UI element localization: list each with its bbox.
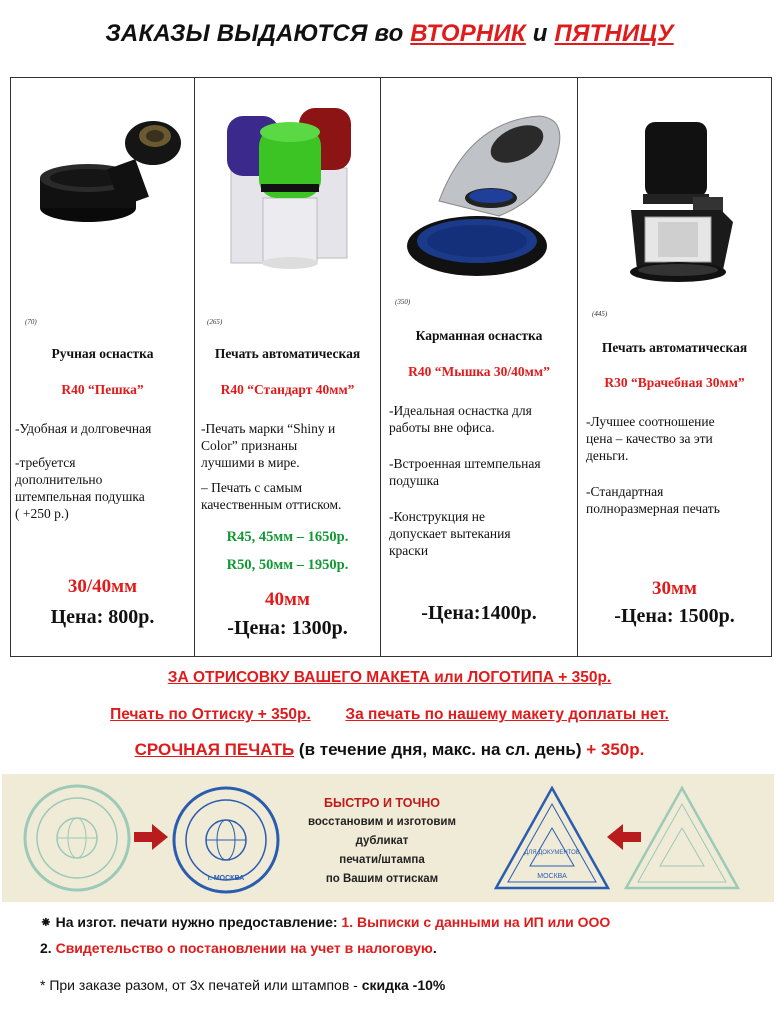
product-description: -Лучшее соотношение цена – качество за эти деньги. -Стандартная полноразмерная печать [586, 414, 720, 516]
promo-urgent-terms: (в течение дня, макс. на сл. день) [294, 740, 587, 759]
stamp-city: г. МОСКВА [207, 875, 245, 882]
product-model: R40 “Мышка 30/40мм” [408, 364, 550, 379]
product-code: (445) [592, 310, 608, 318]
product-description: -Удобная и долговечная -требуется дополнительно штемпельная подушка ( +250 р.) [15, 421, 152, 521]
triangle-city: МОСКВА [537, 873, 567, 880]
product-title: Печать автоматическая [214, 346, 361, 361]
automatic-stamps-image [219, 98, 359, 273]
product-title: Печать автоматическая [601, 340, 748, 355]
product-table [10, 77, 772, 657]
promo-urgent-price: + 350р. [586, 740, 645, 759]
restored-stamp-image [170, 784, 282, 896]
product-title: Ручная оснастка [51, 346, 154, 361]
product-model: R40 “Стандарт 40мм” [220, 382, 355, 397]
star-icon: ⁕ [40, 914, 52, 930]
promo-urgent-label: СРОЧНАЯ ПЕЧАТЬ [134, 740, 295, 759]
promo-logo-drawing: ЗА ОТРИСОВКУ ВАШЕГО МАКЕТА или ЛОГОТИПА + 350р. [167, 669, 612, 686]
discount-note [40, 977, 445, 993]
faded-stamp-image [20, 782, 135, 894]
restored-triangle-stamp-image [492, 784, 612, 894]
product-code: (350) [395, 298, 411, 306]
header-day-friday: ПЯТНИЦУ [554, 20, 674, 47]
product-option-r45: R45, 45мм – 1650р. [226, 529, 349, 545]
product-card-pawn[interactable] [11, 78, 195, 656]
pocket-stamp-image [399, 106, 564, 281]
discount-label: * При заказе разом, от 3х печатей или штампов - [40, 977, 362, 993]
medical-stamp-image [623, 122, 753, 287]
product-price: Цена: 800р. [50, 606, 155, 628]
product-size: 30/40мм [67, 576, 138, 597]
promo-by-our-layout: За печать по нашему макету доплаты нет. [345, 706, 669, 723]
product-price: -Цена:1400р. [421, 602, 537, 624]
product-code: (265) [207, 318, 223, 326]
product-title: Карманная оснастка [415, 328, 543, 343]
product-card-medical[interactable] [578, 78, 771, 656]
banner-text: БЫСТРО И ТОЧНО восстановим и изготовим дубликат печати/штампа по Вашим оттискам [287, 794, 477, 889]
hand-stamp-image [33, 108, 183, 238]
banner-title: БЫСТРО И ТОЧНО [324, 796, 440, 810]
product-size: 40мм [265, 589, 310, 610]
product-model: R40 “Пешка” [61, 382, 144, 397]
header-day-tuesday: ВТОРНИК [410, 20, 526, 47]
product-model: R30 “Врачебная 30мм” [604, 375, 745, 390]
requirement-1: 1. Выписки с данными на ИП или ООО [341, 914, 611, 930]
product-size: 30мм [652, 578, 697, 599]
product-price: -Цена: 1300р. [227, 617, 348, 639]
page-header [0, 20, 779, 48]
faded-triangle-stamp-image [622, 784, 742, 894]
promo-pricing [0, 706, 779, 724]
requirements-note-2: 2. Свидетельство о постановлении на учет в налоговую. [40, 940, 437, 956]
restoration-banner [2, 774, 774, 902]
product-price: -Цена: 1500р. [614, 605, 735, 627]
product-description: -Идеальная оснастка для работы вне офиса. -Встроенная штемпельная подушка -Конструкция не допускает вытекания краски [389, 403, 541, 558]
requirement-2: Свидетельство о постановлении на учет в налоговую [55, 940, 433, 956]
header-and: и [525, 20, 555, 47]
requirements-note [40, 914, 610, 931]
triangle-text: ДЛЯ ДОКУМЕНТОВ [524, 850, 580, 856]
product-card-mouse[interactable] [381, 78, 578, 656]
product-card-standard[interactable] [195, 78, 381, 656]
arrow-right-icon [134, 824, 168, 850]
requirements-label: На изгот. печати нужно предоставление: [51, 914, 342, 930]
promo-by-impression: Печать по Оттиску + 350р. [110, 706, 311, 723]
product-code: (70) [25, 318, 37, 326]
product-description: -Печать марки “Shiny и Color” признаны лучшими в мире. – Печать с самым качественным оттиском. [201, 421, 342, 512]
discount-value: скидка -10% [361, 977, 446, 993]
header-text: ЗАКАЗЫ ВЫДАЮТСЯ во [105, 20, 411, 47]
promo-urgent [0, 740, 779, 760]
product-option-r50: R50, 50мм – 1950р. [226, 557, 349, 573]
